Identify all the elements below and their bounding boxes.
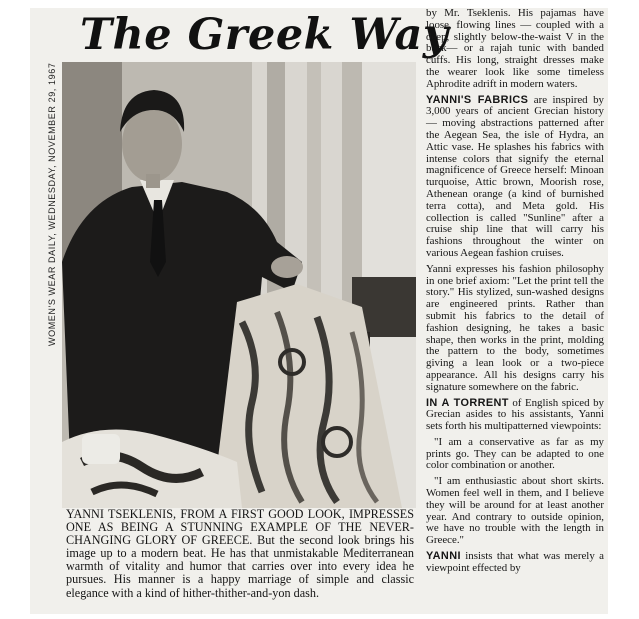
- article-column: [426, 8, 604, 579]
- publication-dateline: WOMEN'S WEAR DAILY, WEDNESDAY, NOVEMBER 29, 1967: [47, 62, 57, 346]
- quote-paragraph: "I am enthusiastic about short skirts. Women feel well in them, and I believe they will be around for at least another year. And contrary to outside opinion, we have no trouble with the length in Greece.": [426, 475, 604, 547]
- article-paragraph: [426, 551, 604, 575]
- photo-caption: YANNI TSEKLENIS, FROM A FIRST GOOD LOOK, IMPRESSES ONE AS BEING A STUNNING EXAMPLE OF THE NEVER-CHANGING GLORY OF GREECE. But the second look brings his image up to a modern beat. He has that unmistakable Mediterranean warmth of vitality and humor that carries over into every idea he pursues. His manner is a happy marriage of simple and classic elegance with a kind of hither-thither-and-yon dash.: [66, 507, 414, 600]
- article-paragraph: Yanni expresses his fashion philosophy in one brief axiom: "Let the print tell the story." His stylized, sun-washed designs are engineered prints. Rather than submit his fabrics to the detail of fashion designing, he takes a basic shape, then works in the print, molding the pattern to the body, sometimes giving a lean look or a two-piece appearance. All his designs carry his signature somewhere on the fabric.: [426, 262, 604, 393]
- paragraph-body: insists that what was merely a viewpoint effected by: [426, 550, 604, 574]
- article-paragraph: by Mr. Tseklenis. His pajamas have loose, flowing lines — coupled with a deep, slightly below-the-waist V in the back— or a rajah tunic with banded cuffs. His long, straight dresses make the wearer look like some timeless Aphrodite adrift in modern waters.: [426, 7, 604, 90]
- quote-paragraph: "I am a conservative as far as my prints go. They can be adapted to one color combination or another.: [426, 435, 604, 472]
- designer-photo: [62, 62, 416, 508]
- paragraph-lead-in: IN A TORRENT: [426, 396, 509, 409]
- article-paragraph: [426, 398, 604, 433]
- headline: The Greek Way: [80, 10, 449, 60]
- paragraph-lead-in: YANNI: [426, 550, 461, 563]
- paragraph-lead-in: YANNI'S FABRICS: [426, 93, 529, 106]
- paragraph-body: are inspired by 3,000 years of ancient Grecian history — moving abstractions patterned after the Aegean Sea, the isle of Hydra, an Attic vase. He splashes his fabrics with intense colors that signify the eternal magnificence of Greece herself: Minoan turquoise, Attic brown, Moorish rose, Athenean orange (a kind of burnished terra cotta), and Meta gold. His collection is called "Sunline" after a cruise ship line that will carry his fashions throughout the winter on various Aegean fashion cruises.: [426, 93, 604, 259]
- paragraph-body: of English spiced by Grecian asides to his assistants, Yanni sets forth his multipatterned viewpoints:: [426, 396, 604, 433]
- article-paragraph: [426, 95, 604, 260]
